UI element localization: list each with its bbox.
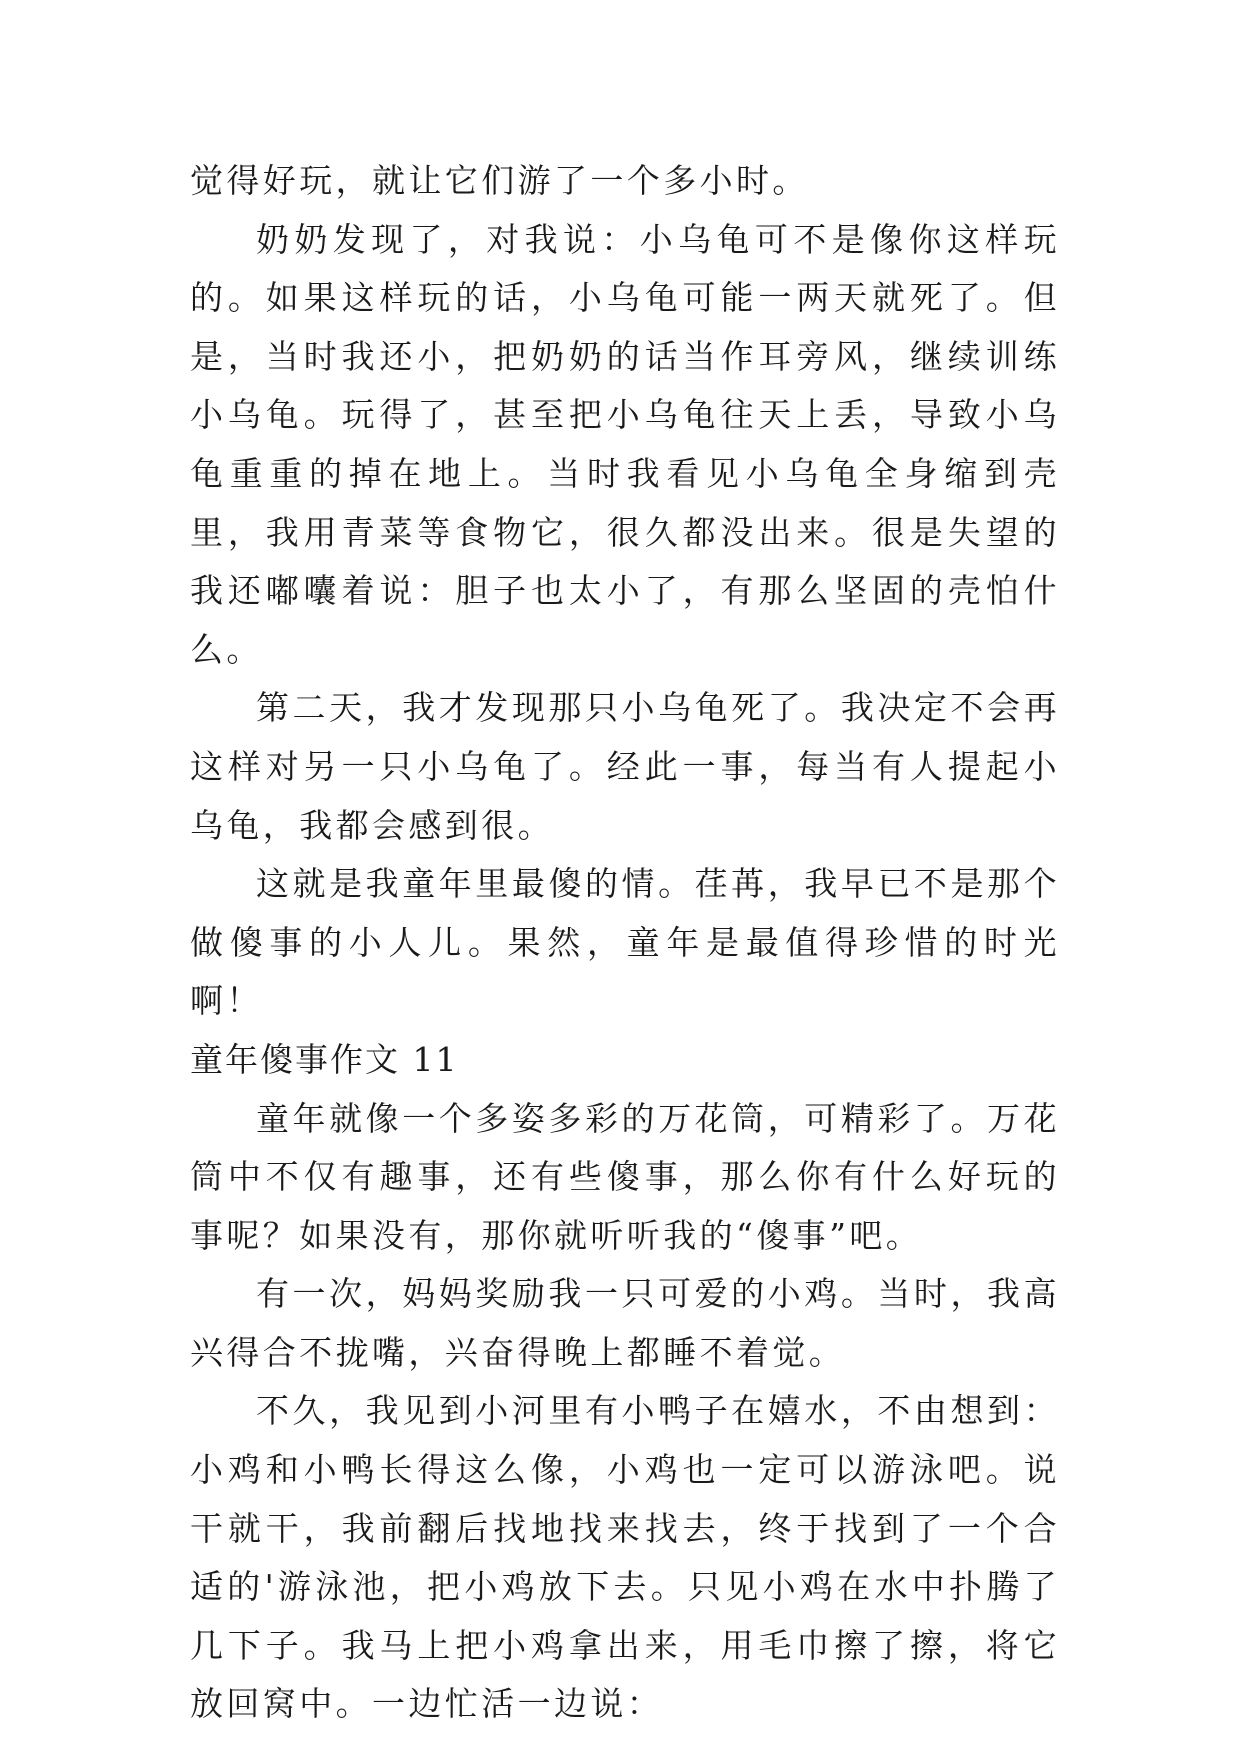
document-body — [190, 152, 1060, 1734]
paragraph: 童年就像一个多姿多彩的万花筒，可精彩了。万花筒中不仅有趣事，还有些傻事，那么你有什么好玩的事呢？如果没有，那你就听听我的“傻事”吧。 — [190, 1098, 1060, 1255]
paragraph: 觉得好玩，就让它们游了一个多小时。 — [190, 161, 809, 200]
paragraph: 有一次，妈妈奖励我一只可爱的小鸡。当时，我高兴得合不拢嘴，兴奋得晚上都睡不着觉。 — [190, 1274, 1060, 1372]
paragraph: 不久，我见到小河里有小鸭子在嬉水，不由想到：小鸡和小鸭长得这么像，小鸡也一定可以游泳吧。说干就干，我前翻后找地找来找去，终于找到了一个合适的'游泳池，把小鸡放下去。只见小鸡在水中扑腾了几下子。我马上把小鸡拿出来，用毛巾擦了擦，将它放回窝中。一边忙活一边说： — [190, 1391, 1060, 1724]
paragraph: 奶奶发现了，对我说：小乌龟可不是像你这样玩的。如果这样玩的话，小乌龟可能一两天就死了。但是，当时我还小，把奶奶的话当作耳旁风，继续训练小乌龟。玩得了，甚至把小乌龟往天上丢，导致小乌龟重重的掉在地上。当时我看见小乌龟全身缩到壳里，我用青菜等食物它，很久都没出来。很是失望的我还嘟囔着说：胆子也太小了，有那么坚固的壳怕什么。 — [190, 219, 1060, 669]
paragraph: 第二天，我才发现那只小乌龟死了。我决定不会再这样对另一只小乌龟了。经此一事，每当有人提起小乌龟，我都会感到很。 — [190, 688, 1060, 845]
paragraph: 这就是我童年里最傻的情。荏苒，我早已不是那个做傻事的小人儿。果然，童年是最值得珍惜的时光啊！ — [190, 864, 1060, 1021]
section-title: 童年傻事作文 11 — [190, 1039, 459, 1079]
